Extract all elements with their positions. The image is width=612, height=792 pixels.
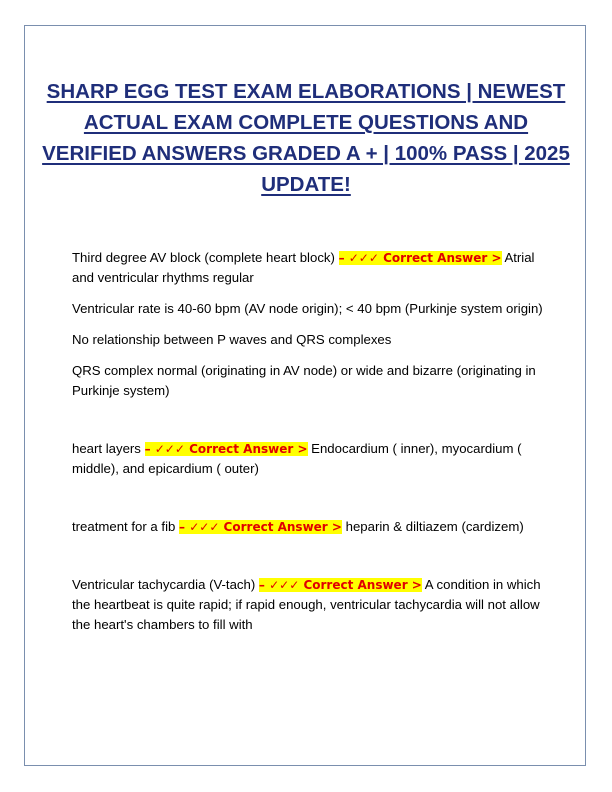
qa-content <box>72 248 546 635</box>
question-text: Third degree AV block (complete heart block) <box>72 250 335 265</box>
answer-text: Endocardium ( inner), myocardium ( middle), and epicardium ( outer) <box>72 441 522 476</box>
correct-answer-marker: – ✓✓✓ Correct Answer > <box>338 251 502 265</box>
detail-line: Ventricular rate is 40-60 bpm (AV node origin); < 40 bpm (Purkinje system origin) <box>72 301 543 316</box>
qa-entry <box>72 575 546 635</box>
document-title: SHARP EGG TEST EXAM ELABORATIONS | NEWEST ACTUAL EXAM COMPLETE QUESTIONS AND VERIFIED ANSWERS GRADED A + | 100% PASS | 2025 UPDATE! <box>42 80 570 196</box>
question-text: treatment for a fib <box>72 519 176 534</box>
answer-text: heparin & diltiazem (cardizem) <box>345 519 524 534</box>
qa-entry <box>72 248 546 288</box>
correct-answer-marker: – ✓✓✓ Correct Answer > <box>179 520 342 534</box>
answer-text: A condition in which the heartbeat is quite rapid; if rapid enough, ventricular tachycardia will not allow the heart's chambers to fill with <box>72 577 541 632</box>
qa-entry <box>72 439 546 479</box>
detail-line: No relationship between P waves and QRS complexes <box>72 332 392 347</box>
answer-text: Atrial and ventricular rhythms regular <box>72 250 535 285</box>
detail-line: QRS complex normal (originating in AV node) or wide and bizarre (originating in Purkinje system) <box>72 363 536 398</box>
question-text: Ventricular tachycardia (V-tach) <box>72 577 256 592</box>
qa-entry <box>72 517 546 537</box>
question-text: heart layers <box>72 441 141 456</box>
correct-answer-marker: – ✓✓✓ Correct Answer > <box>144 442 308 456</box>
correct-answer-marker: – ✓✓✓ Correct Answer > <box>258 578 422 592</box>
